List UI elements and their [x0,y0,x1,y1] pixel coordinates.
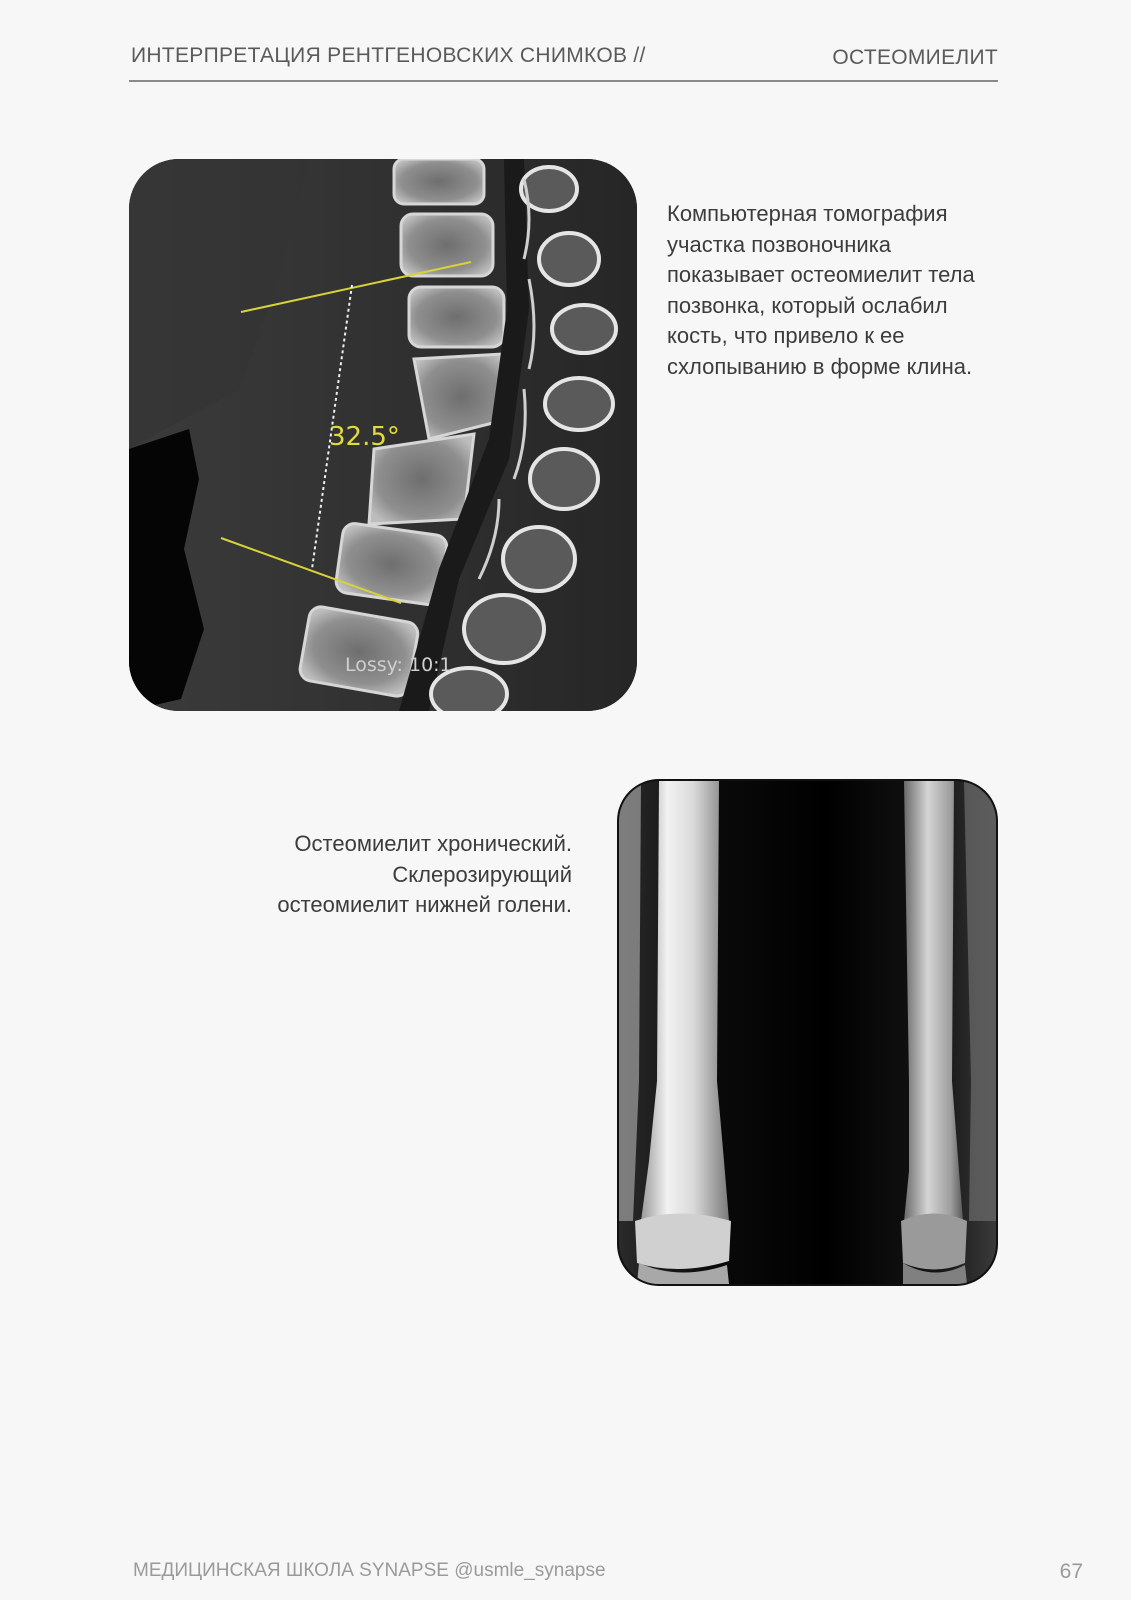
ct-compression-label: Lossy: 10:1 [345,654,452,676]
xray-caption-line-1: Остеомиелит хронический. [294,831,572,856]
xray-caption-line-3: остеомиелит нижней голени. [277,892,572,917]
xray-caption-line-2: Склерозирующий [392,861,572,887]
ct-spine-image [129,159,637,711]
page-number: 67 [1059,1560,1083,1583]
header-topic: ОСТЕОМИЕЛИТ [832,46,998,69]
footer-school: МЕДИЦИНСКАЯ ШКОЛА SYNAPSE @usmle_synapse [133,1560,606,1581]
xray-lower-leg-image [617,779,998,1286]
ct-caption: Компьютерная томография участка позвоночника показывает остеомиелит тела позвонка, который ослабил кость, что привело к ее схлопыванию в форме клина. [667,201,975,379]
xray-caption [200,829,572,921]
header-divider [129,80,998,82]
ct-angle-label: 32.5° [329,422,400,452]
header-section-title: ИНТЕРПРЕТАЦИЯ РЕНТГЕНОВСКИХ СНИМКОВ // [131,44,646,67]
